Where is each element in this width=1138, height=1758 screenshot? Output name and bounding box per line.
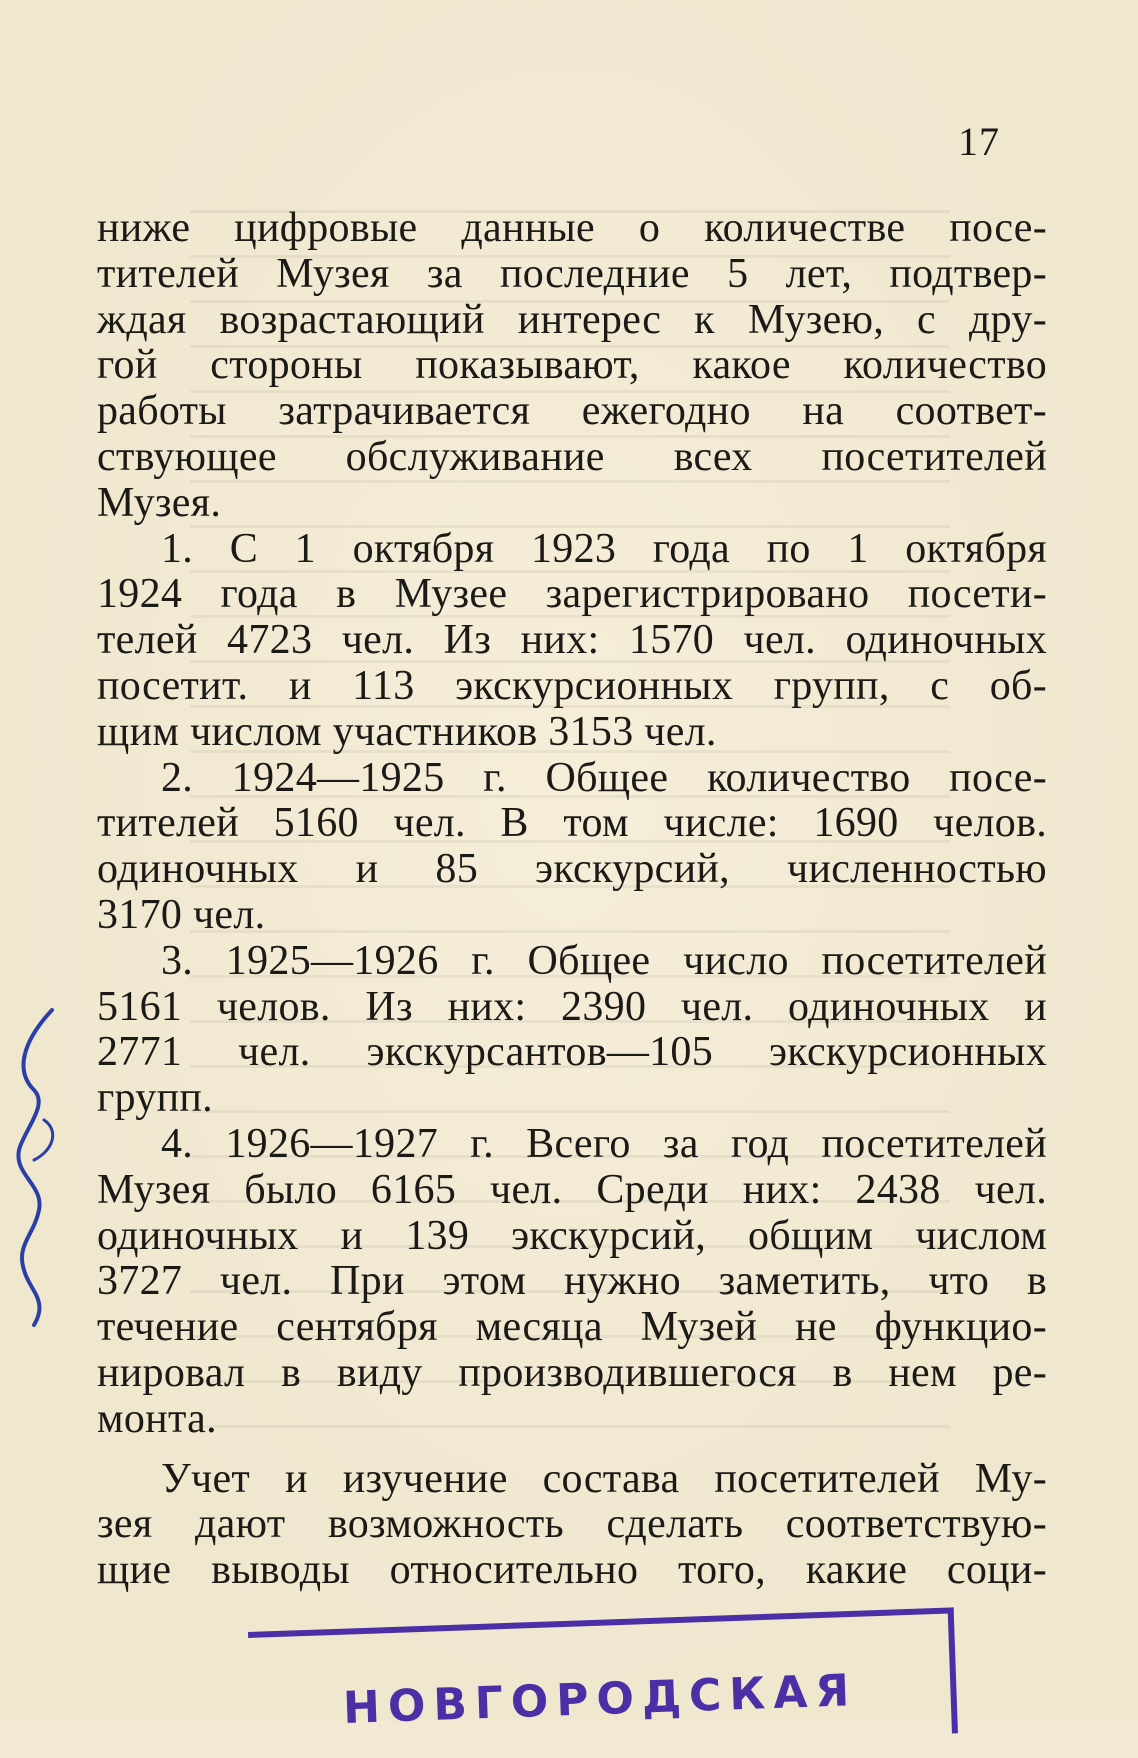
text-line: посетит. и 113 экскурсионных групп, с об- (97, 662, 1047, 709)
page-number: 17 (958, 119, 1000, 164)
library-stamp (248, 1632, 968, 1752)
text-line: ствующее обслуживание всех посетителей (97, 433, 1047, 480)
text-line: групп. (97, 1075, 213, 1122)
text-line: Учет и изучение состава посетителей Му- (161, 1455, 1047, 1502)
body-text (97, 206, 1047, 1594)
text-line: ждая возрастающий интерес к Музею, с дру- (97, 296, 1047, 343)
text-line: щие выводы относительно того, какие соци- (97, 1547, 1047, 1594)
text-line: тителей 5160 чел. В том числе: 1690 челов. (97, 800, 1047, 847)
text-line: щим числом участников 3153 чел. (97, 708, 717, 755)
text-line: Музея было 6165 чел. Среди них: 2438 чел. (97, 1166, 1047, 1213)
text-line: 3. 1925—1926 г. Общее число посетителей (161, 937, 1047, 984)
text-line: 3727 чел. При этом нужно заметить, что в (97, 1258, 1047, 1305)
text-line: одиночных и 85 экскурсий, численностью (97, 846, 1047, 893)
text-line: 1924 года в Музее зарегистрировано посети- (97, 571, 1047, 618)
text-line: 5161 челов. Из них: 2390 чел. одиночных и (97, 983, 1047, 1030)
text-line: 3170 чел. (97, 891, 266, 938)
text-line: ниже цифровые данные о количестве посе- (97, 205, 1047, 251)
text-line: нировал в виду производившегося в нем ре- (97, 1349, 1047, 1396)
text-line: зея дают возможность сделать соответствую- (97, 1501, 1047, 1548)
text-line: 1. С 1 октября 1923 года по 1 октября (161, 525, 1047, 572)
text-line: тителей Музея за последние 5 лет, подтвер- (97, 250, 1047, 297)
text-line: 4. 1926—1927 г. Всего за год посетителей (161, 1120, 1047, 1167)
text-line: Музея. (97, 479, 222, 526)
stamp-text: НОВГОРОДСКАЯ (342, 1665, 858, 1734)
text-line: гой стороны показывают, какое количество (97, 342, 1047, 389)
text-line: телей 4723 чел. Из них: 1570 чел. одиночных (97, 617, 1047, 664)
text-line: монта. (97, 1395, 217, 1442)
text-line: 2. 1924—1925 г. Общее количество посе- (161, 754, 1047, 801)
text-line: работы затрачивается ежегодно на соответ- (97, 388, 1047, 435)
text-line: течение сентября месяца Музей не функцио- (97, 1304, 1047, 1351)
text-line: одиночных и 139 экскурсий, общим числом (97, 1212, 1047, 1259)
text-line: 2771 чел. экскурсантов—105 экскурсионных (97, 1029, 1047, 1076)
handwritten-signature (4, 1000, 64, 1330)
